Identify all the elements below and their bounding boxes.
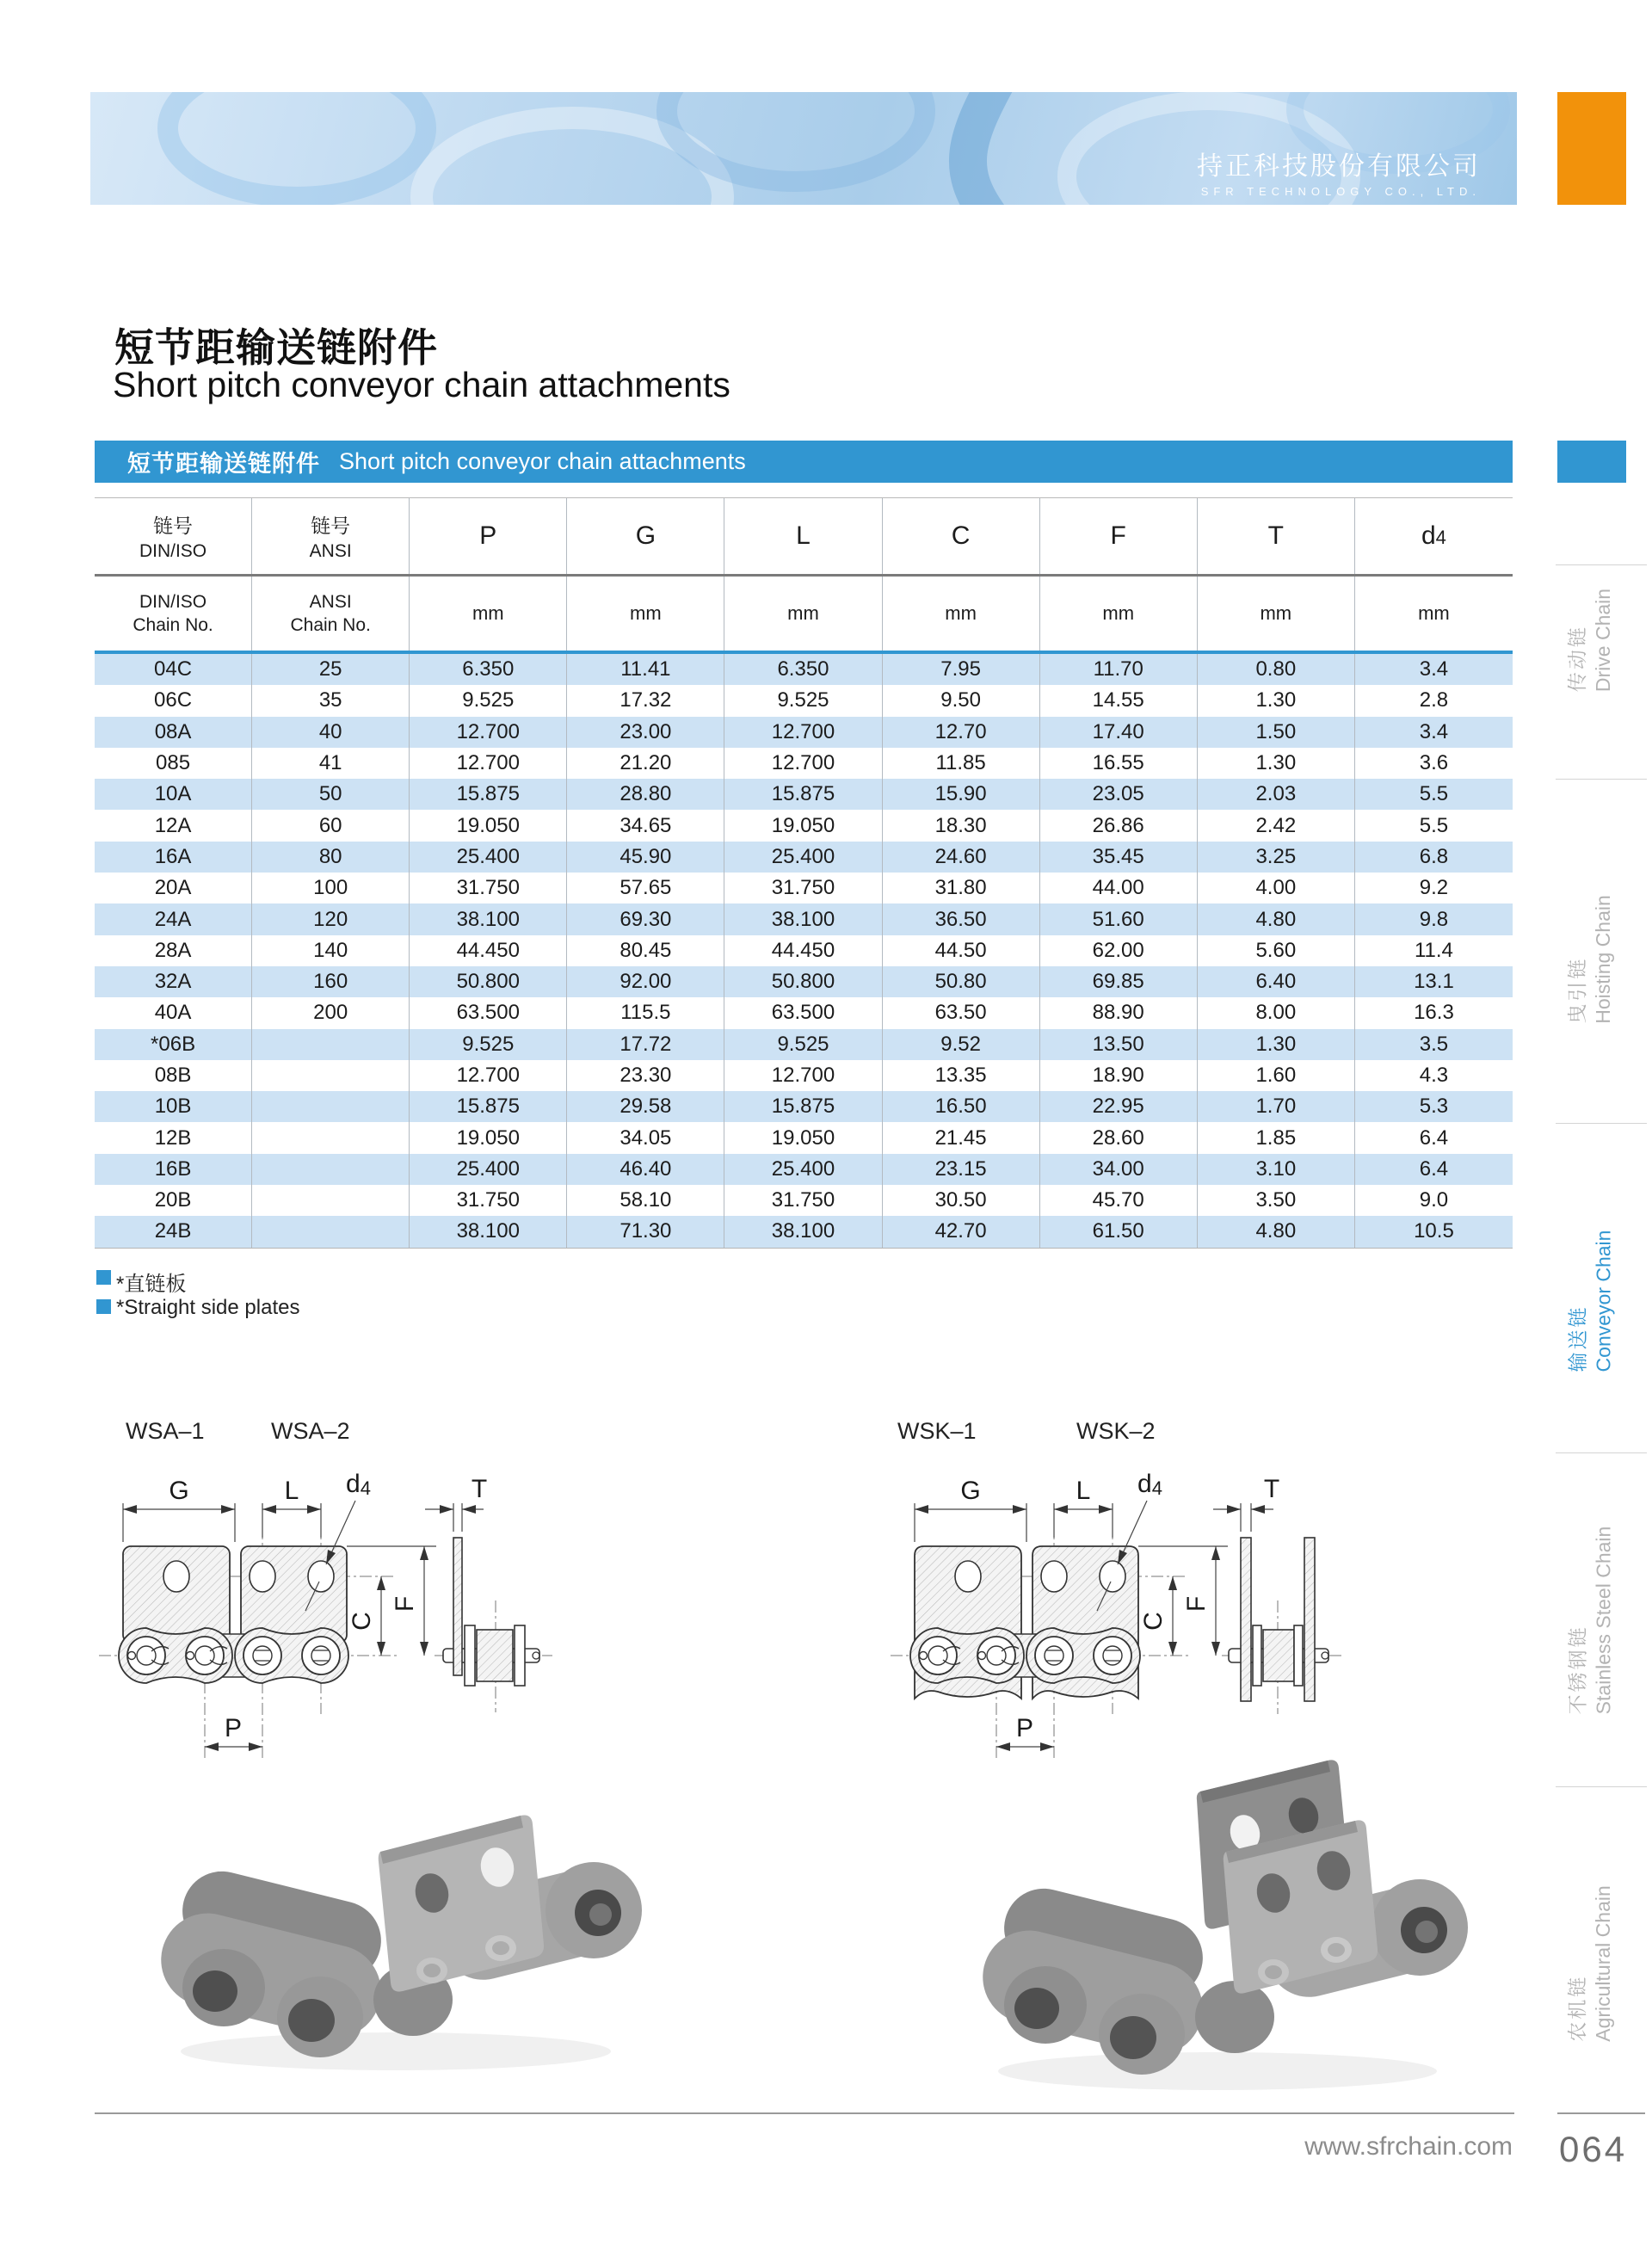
page-title-cn: 短节距输送链附件 xyxy=(114,325,438,370)
table-row xyxy=(95,717,1513,748)
table-cell: 24B xyxy=(95,1216,252,1247)
table-cell: 15.875 xyxy=(724,1091,882,1122)
sidebar-divider xyxy=(1556,779,1647,780)
table-cell: 63.500 xyxy=(724,997,882,1028)
table-cell: 20A xyxy=(95,873,252,903)
table-cell: 12.70 xyxy=(883,717,1040,748)
table-cell: 140 xyxy=(252,935,410,966)
orange-corner-tab xyxy=(1557,92,1626,205)
table-row xyxy=(95,935,1513,966)
table-cell: 10.5 xyxy=(1414,1219,1454,1243)
table-cell: 1.60 xyxy=(1198,1060,1355,1091)
table-cell: 22.95 xyxy=(1040,1091,1198,1122)
table-cell: 6.40 xyxy=(1198,966,1355,997)
table-row xyxy=(95,1122,1513,1153)
table-cell: 32A xyxy=(95,966,252,997)
table-cell: 19.050 xyxy=(724,810,882,841)
table-row xyxy=(95,654,1513,685)
sidebar-divider xyxy=(1556,1452,1647,1453)
table-cell: 3.4 xyxy=(1419,657,1449,681)
col-head-T: T xyxy=(1198,498,1355,574)
section-header-bar xyxy=(95,441,1513,483)
table-cell: 16.3 xyxy=(1414,1001,1454,1025)
table-cell: 35 xyxy=(252,685,410,716)
dim-d4: d4 xyxy=(346,1470,371,1499)
drawing-label-wsk1: WSK–1 xyxy=(897,1418,977,1444)
table-cell: 11.41 xyxy=(567,654,724,685)
table-cell: 3.50 xyxy=(1198,1185,1355,1216)
sidebar-item-conveyor-chain: 输送链 Conveyor Chain xyxy=(1566,1230,1615,1372)
table-cell: 60 xyxy=(252,810,410,841)
dim-G: G xyxy=(169,1477,189,1505)
table-cell: 46.40 xyxy=(567,1154,724,1185)
table-cell: 100 xyxy=(252,873,410,903)
table-cell: 1.30 xyxy=(1198,748,1355,779)
table-cell: 38.100 xyxy=(410,903,567,934)
table-cell: 23.05 xyxy=(1040,779,1198,810)
table-cell: 17.40 xyxy=(1040,717,1198,748)
table-cell: 13.1 xyxy=(1414,970,1454,994)
table-row xyxy=(95,1091,1513,1122)
table-cell: 50.80 xyxy=(883,966,1040,997)
table-cell: 69.85 xyxy=(1040,966,1198,997)
table-cell: 31.750 xyxy=(724,873,882,903)
table-row xyxy=(95,997,1513,1028)
table-cell: 7.95 xyxy=(883,654,1040,685)
table-cell: 71.30 xyxy=(567,1216,724,1247)
table-cell: 31.80 xyxy=(883,873,1040,903)
table-cell xyxy=(252,1216,410,1247)
table-cell: 26.86 xyxy=(1040,810,1198,841)
table-cell: 38.100 xyxy=(724,1216,882,1247)
table-cell: 06C xyxy=(95,685,252,716)
table-cell: 9.525 xyxy=(724,685,882,716)
table-cell: 17.72 xyxy=(567,1029,724,1060)
table-cell: 31.750 xyxy=(724,1185,882,1216)
dim-F: F xyxy=(1182,1595,1211,1613)
table-cell: 085 xyxy=(95,748,252,779)
subhead-din-iso: DIN/ISO Chain No. xyxy=(95,577,252,651)
table-cell: 28.80 xyxy=(567,779,724,810)
table-cell: 17.32 xyxy=(567,685,724,716)
table-cell: 20B xyxy=(95,1185,252,1216)
table-cell: 25.400 xyxy=(410,1154,567,1185)
table-cell: 9.52 xyxy=(883,1029,1040,1060)
unit-cell: mm xyxy=(1418,602,1450,624)
table-cell xyxy=(252,1029,410,1060)
subhead-ansi: ANSI Chain No. xyxy=(252,577,410,651)
product-photo-wsk xyxy=(942,1740,1493,2101)
table-cell: 25.400 xyxy=(724,842,882,873)
table-cell: 120 xyxy=(252,903,410,934)
table-cell: 29.58 xyxy=(567,1091,724,1122)
table-cell: 21.20 xyxy=(567,748,724,779)
table-cell: 44.450 xyxy=(410,935,567,966)
table-row xyxy=(95,810,1513,841)
table-cell: 24.60 xyxy=(883,842,1040,873)
table-cell: 08B xyxy=(95,1060,252,1091)
table-cell: 4.80 xyxy=(1198,1216,1355,1247)
table-cell: 34.05 xyxy=(567,1122,724,1153)
table-cell: 1.50 xyxy=(1198,717,1355,748)
col-head-d4: d4 xyxy=(1421,521,1446,550)
table-cell: 9.50 xyxy=(883,685,1040,716)
table-row xyxy=(95,1060,1513,1091)
col-head-ansi: 链号 ANSI xyxy=(252,498,410,574)
table-cell xyxy=(252,1122,410,1153)
header-banner xyxy=(90,92,1517,205)
table-cell: 8.00 xyxy=(1198,997,1355,1028)
table-cell: 45.90 xyxy=(567,842,724,873)
table-cell: 200 xyxy=(252,997,410,1028)
dim-L: L xyxy=(1076,1477,1091,1505)
table-cell: 13.50 xyxy=(1040,1029,1198,1060)
table-cell: 10B xyxy=(95,1091,252,1122)
table-cell xyxy=(252,1060,410,1091)
table-cell: 38.100 xyxy=(410,1216,567,1247)
table-cell: 115.5 xyxy=(567,997,724,1028)
product-photo-wsa xyxy=(129,1766,680,2084)
table-cell: 24A xyxy=(95,903,252,934)
table-cell: 160 xyxy=(252,966,410,997)
table-cell: 9.525 xyxy=(724,1029,882,1060)
table-cell: 9.525 xyxy=(410,685,567,716)
col-head-F: F xyxy=(1040,498,1198,574)
section-title-en: Short pitch conveyor chain attachments xyxy=(339,448,746,474)
dim-P: P xyxy=(224,1714,243,1742)
table-cell: 18.30 xyxy=(883,810,1040,841)
table-cell: 44.450 xyxy=(724,935,882,966)
table-cell: 5.5 xyxy=(1419,813,1449,837)
table-cell: 13.35 xyxy=(883,1060,1040,1091)
table-cell: 3.4 xyxy=(1419,719,1449,743)
table-cell: 40A xyxy=(95,997,252,1028)
table-cell xyxy=(252,1091,410,1122)
unit-cell: mm xyxy=(724,577,882,651)
table-row xyxy=(95,1185,1513,1216)
table-cell: 16B xyxy=(95,1154,252,1185)
sidebar-divider xyxy=(1556,1123,1647,1124)
table-cell: 28.60 xyxy=(1040,1122,1198,1153)
unit-cell: mm xyxy=(1198,577,1355,651)
table-cell: 19.050 xyxy=(410,1122,567,1153)
table-cell: 4.00 xyxy=(1198,873,1355,903)
footnote-text: *Straight side plates xyxy=(116,1296,300,1319)
table-cell: 25 xyxy=(252,654,410,685)
company-name-cn: 持正科技股份有限公司 xyxy=(1197,152,1481,181)
table-cell: 6.350 xyxy=(410,654,567,685)
table-cell: 45.70 xyxy=(1040,1185,1198,1216)
table-cell: 6.8 xyxy=(1419,844,1449,868)
table-cell: 12.700 xyxy=(410,1060,567,1091)
website-url: www.sfrchain.com xyxy=(1304,2132,1513,2161)
table-cell: 14.55 xyxy=(1040,685,1198,716)
table-cell: 1.30 xyxy=(1198,1029,1355,1060)
table-cell: 2.42 xyxy=(1198,810,1355,841)
footnote-en xyxy=(96,1296,299,1320)
table-cell: *06B xyxy=(95,1029,252,1060)
table-cell: 11.4 xyxy=(1414,938,1453,962)
unit-cell: mm xyxy=(410,577,567,651)
col-head-C: C xyxy=(883,498,1040,574)
page-number: 064 xyxy=(1559,2129,1628,2169)
col-head-L: L xyxy=(724,498,882,574)
table-row xyxy=(95,966,1513,997)
table-cell: 41 xyxy=(252,748,410,779)
table-row xyxy=(95,903,1513,934)
table-cell: 11.70 xyxy=(1040,654,1198,685)
table-cell: 38.100 xyxy=(724,903,882,934)
sidebar-item-agricultural-chain: 农机链 Agricultural Chain xyxy=(1566,1885,1614,2042)
table-header-row-2 xyxy=(95,577,1513,651)
table-cell: 23.00 xyxy=(567,717,724,748)
dim-T: T xyxy=(1263,1475,1280,1503)
table-cell: 9.525 xyxy=(410,1029,567,1060)
table-cell: 16.55 xyxy=(1040,748,1198,779)
table-cell: 9.8 xyxy=(1419,907,1449,931)
table-cell: 50.800 xyxy=(724,966,882,997)
table-cell: 92.00 xyxy=(567,966,724,997)
table-cell: 63.50 xyxy=(883,997,1040,1028)
dim-T: T xyxy=(471,1475,488,1503)
footnote-cn xyxy=(96,1267,186,1297)
col-head-P: P xyxy=(410,498,567,574)
table-row xyxy=(95,873,1513,903)
dim-d4: d4 xyxy=(1137,1470,1162,1499)
dim-P: P xyxy=(1015,1714,1034,1742)
sidebar-item-stainless-steel-chain: 不锈钢链 Stainless Steel Chain xyxy=(1566,1526,1614,1715)
table-cell: 16A xyxy=(95,842,252,873)
table-cell: 6.4 xyxy=(1419,1126,1449,1150)
table-cell: 12.700 xyxy=(724,717,882,748)
table-cell: 12.700 xyxy=(410,748,567,779)
table-row xyxy=(95,685,1513,716)
table-cell: 11.85 xyxy=(883,748,1040,779)
table-cell: 28A xyxy=(95,935,252,966)
table-cell: 31.750 xyxy=(410,1185,567,1216)
table-cell: 69.30 xyxy=(567,903,724,934)
table-cell: 4.80 xyxy=(1198,903,1355,934)
sidebar-divider xyxy=(1556,1786,1647,1787)
table-cell: 5.60 xyxy=(1198,935,1355,966)
table-cell: 88.90 xyxy=(1040,997,1198,1028)
table-cell: 9.0 xyxy=(1419,1188,1449,1212)
table-cell: 3.25 xyxy=(1198,842,1355,873)
table-cell: 21.45 xyxy=(883,1122,1040,1153)
technical-drawing-wsa xyxy=(95,1456,869,1766)
table-header-row-1 xyxy=(95,497,1513,574)
table-row xyxy=(95,1216,1513,1247)
table-cell: 15.875 xyxy=(410,1091,567,1122)
table-cell: 44.00 xyxy=(1040,873,1198,903)
table-cell: 35.45 xyxy=(1040,842,1198,873)
technical-drawing-wsk xyxy=(886,1456,1652,1766)
table-row xyxy=(95,779,1513,810)
footnote-text: *直链板 xyxy=(116,1273,187,1296)
table-cell: 80.45 xyxy=(567,935,724,966)
table-cell: 12.700 xyxy=(724,1060,882,1091)
table-cell: 5.5 xyxy=(1419,782,1449,806)
table-cell: 5.3 xyxy=(1419,1095,1449,1119)
table-body xyxy=(95,654,1513,1249)
table-cell: 4.3 xyxy=(1419,1064,1449,1087)
table-cell: 31.750 xyxy=(410,873,567,903)
col-head-din-iso: 链号 DIN/ISO xyxy=(95,498,252,574)
footer-rule-short xyxy=(1557,2112,1645,2114)
table-row xyxy=(95,1029,1513,1060)
table-cell: 30.50 xyxy=(883,1185,1040,1216)
dim-L: L xyxy=(284,1477,299,1505)
table-cell xyxy=(252,1185,410,1216)
table-cell: 6.4 xyxy=(1419,1156,1449,1181)
table-row xyxy=(95,748,1513,779)
table-cell: 1.85 xyxy=(1198,1122,1355,1153)
table-cell: 10A xyxy=(95,779,252,810)
table-cell: 34.00 xyxy=(1040,1154,1198,1185)
table-cell: 2.03 xyxy=(1198,779,1355,810)
table-cell: 15.875 xyxy=(724,779,882,810)
table-cell: 2.8 xyxy=(1419,688,1449,712)
table-cell: 62.00 xyxy=(1040,935,1198,966)
unit-cell: mm xyxy=(567,577,724,651)
spec-table xyxy=(95,497,1513,1249)
table-cell: 15.875 xyxy=(410,779,567,810)
sidebar-item-drive-chain: 传动链 Drive Chain xyxy=(1566,588,1614,693)
table-cell: 50 xyxy=(252,779,410,810)
table-cell: 63.500 xyxy=(410,997,567,1028)
footnote-square-icon xyxy=(96,1299,111,1314)
dim-C: C xyxy=(1139,1612,1168,1631)
sidebar-section-marker xyxy=(1557,441,1626,483)
table-cell: 80 xyxy=(252,842,410,873)
table-cell: 3.6 xyxy=(1419,751,1449,775)
table-cell: 16.50 xyxy=(883,1091,1040,1122)
table-row xyxy=(95,1154,1513,1185)
company-name-en: SFR TECHNOLOGY CO., LTD. xyxy=(1200,185,1481,198)
table-cell: 0.80 xyxy=(1198,654,1355,685)
table-cell: 19.050 xyxy=(410,810,567,841)
table-cell: 25.400 xyxy=(724,1154,882,1185)
table-cell: 36.50 xyxy=(883,903,1040,934)
table-cell: 12.700 xyxy=(724,748,882,779)
table-cell: 19.050 xyxy=(724,1122,882,1153)
table-cell: 40 xyxy=(252,717,410,748)
dim-C: C xyxy=(348,1612,376,1631)
table-cell: 3.5 xyxy=(1419,1032,1449,1056)
table-cell: 12A xyxy=(95,810,252,841)
table-cell: 25.400 xyxy=(410,842,567,873)
table-cell: 34.65 xyxy=(567,810,724,841)
table-cell: 51.60 xyxy=(1040,903,1198,934)
table-row xyxy=(95,842,1513,873)
table-cell: 08A xyxy=(95,717,252,748)
drawing-label-wsa1: WSA–1 xyxy=(126,1418,205,1444)
table-cell: 1.70 xyxy=(1198,1091,1355,1122)
section-title-cn: 短节距输送链附件 xyxy=(127,451,320,477)
table-cell xyxy=(252,1154,410,1185)
table-cell: 44.50 xyxy=(883,935,1040,966)
table-cell: 18.90 xyxy=(1040,1060,1198,1091)
unit-cell: mm xyxy=(883,577,1040,651)
table-cell: 23.15 xyxy=(883,1154,1040,1185)
dim-G: G xyxy=(960,1477,981,1505)
table-cell: 15.90 xyxy=(883,779,1040,810)
sidebar-item-hoisting-chain: 曳引链 Hoisting Chain xyxy=(1566,895,1614,1024)
table-cell: 6.350 xyxy=(724,654,882,685)
table-cell: 23.30 xyxy=(567,1060,724,1091)
table-cell: 42.70 xyxy=(883,1216,1040,1247)
table-cell: 3.10 xyxy=(1198,1154,1355,1185)
table-cell: 12B xyxy=(95,1122,252,1153)
page-title-en: Short pitch conveyor chain attachments xyxy=(113,365,730,404)
table-cell: 04C xyxy=(95,654,252,685)
footer-rule xyxy=(95,2112,1514,2114)
table-cell: 50.800 xyxy=(410,966,567,997)
table-cell: 61.50 xyxy=(1040,1216,1198,1247)
footnote-square-icon xyxy=(96,1270,111,1285)
table-cell: 57.65 xyxy=(567,873,724,903)
col-head-G: G xyxy=(567,498,724,574)
unit-cell: mm xyxy=(1040,577,1198,651)
drawing-label-wsa2: WSA–2 xyxy=(271,1418,350,1444)
table-cell: 9.2 xyxy=(1419,876,1449,900)
table-cell: 12.700 xyxy=(410,717,567,748)
drawing-label-wsk2: WSK–2 xyxy=(1076,1418,1156,1444)
company-identity xyxy=(1197,145,1481,198)
table-cell: 58.10 xyxy=(567,1185,724,1216)
dim-F: F xyxy=(391,1595,419,1613)
table-cell: 1.30 xyxy=(1198,685,1355,716)
